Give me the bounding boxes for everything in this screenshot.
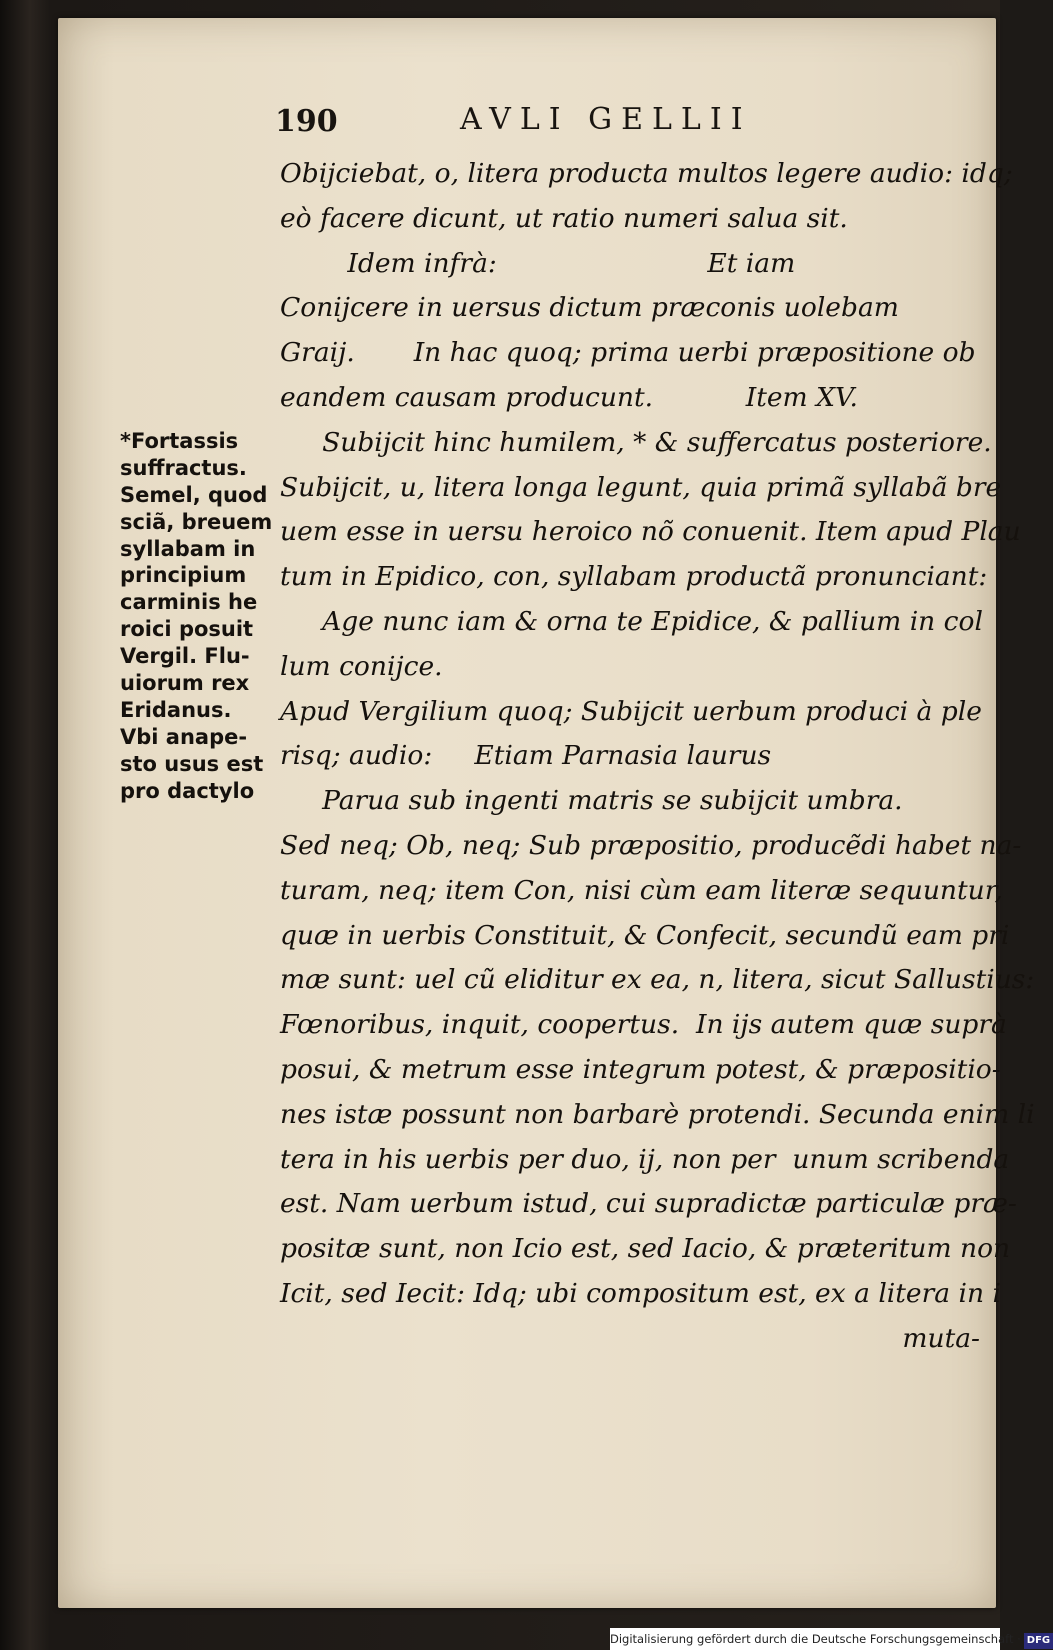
margin-note-line: sto usus est	[120, 751, 264, 776]
digitization-credit	[610, 1628, 1051, 1650]
text-line: tera in his uerbis per duo, ij, non per unum scribenda	[280, 1143, 1010, 1175]
text-line: mæ sunt: uel cũ eliditur ex ea, n, litera, sicut Sallustius:	[280, 964, 1035, 996]
margin-note-line: carminis he	[120, 590, 258, 615]
main-text-block	[280, 152, 1035, 1362]
text-line: risq; audio: Etiam Parnasia laurus	[280, 740, 772, 772]
text-line: Subijcit, u, litera longa legunt, quia primã syllabã bre	[280, 471, 1002, 503]
text-line: Icit, sed Iecit: Idq; ubi compositum est, ex a litera in i	[280, 1277, 1001, 1309]
text-line: Idem infrà: Et iam	[280, 247, 796, 279]
text-line: Sed neq; Ob, neq; Sub præpositio, producẽdi habet na-	[280, 829, 1022, 861]
credit-text: Digitalisierung gefördert durch die Deutsche Forschungsgemeinschaft ·	[610, 1632, 1021, 1646]
margin-note-line: sciã, breuem	[120, 509, 273, 534]
text-line: Subijcit hinc humilem, * & suffercatus posteriore.	[280, 426, 992, 458]
margin-note-line: Eridanus.	[120, 697, 232, 722]
text-line: Age nunc iam & orna te Epidice, & pallium in col	[280, 605, 983, 637]
running-head: AVLI GELLII	[460, 102, 752, 137]
text-line: posui, & metrum esse integrum potest, & præpositio-	[280, 1053, 1001, 1085]
margin-note	[120, 428, 280, 804]
text-line: Graij. In hac quoq; prima uerbi præpositione ob	[280, 337, 976, 369]
text-line: eò facere dicunt, ut ratio numeri salua sit.	[280, 202, 848, 234]
text-line: positæ sunt, non Icio est, sed Iacio, & præteritum non	[280, 1233, 1011, 1265]
margin-note-line: Semel, quod	[120, 482, 268, 507]
text-line: est. Nam uerbum istud, cui supradictæ particulæ præ-	[280, 1188, 1017, 1220]
text-line: Apud Vergilium quoq; Subijcit uerbum produci à ple	[280, 695, 982, 727]
margin-note-line: *Fortassis	[120, 429, 239, 453]
margin-note-line: syllabam in	[120, 536, 256, 561]
text-line: Obijciebat, o, litera producta multos legere audio: idq;	[280, 158, 1013, 189]
dfg-logo: DFG	[1024, 1633, 1053, 1649]
text-line: tum in Epidico, con, syllabam productã pronunciant:	[280, 561, 988, 593]
catchword: muta-	[902, 1322, 980, 1354]
text-line: lum conijce.	[280, 650, 443, 682]
margin-note-line: pro dactylo	[120, 778, 255, 803]
margin-note-line: Vbi anape-	[120, 724, 248, 749]
text-line: Conijcere in uersus dictum præconis uolebam	[280, 292, 899, 324]
margin-note-line: uiorum rex	[120, 671, 250, 696]
margin-note-line: Vergil. Flu-	[120, 644, 250, 669]
text-line: quæ in uerbis Constituit, & Confecit, secundũ eam pri	[280, 919, 1010, 951]
text-line: eandem causam producunt. Item XV.	[280, 381, 858, 413]
margin-note-line: suffractus.	[120, 455, 247, 480]
page-number: 190	[275, 104, 338, 139]
page-header	[275, 100, 835, 150]
margin-note-line: roici posuit	[120, 617, 254, 642]
text-line: uem esse in uersu heroico nõ conuenit. Item apud Plau	[280, 516, 1021, 548]
text-line: turam, neq; item Con, nisi cùm eam literæ sequuntur,	[280, 874, 1003, 906]
text-line: nes istæ possunt non barbarè protendi. Secunda enim li	[280, 1098, 1035, 1130]
margin-note-line: principium	[120, 563, 247, 588]
text-line: Parua sub ingenti matris se subijcit umbra.	[280, 785, 903, 817]
text-line: Fœnoribus, inquit, coopertus. In ijs autem quæ suprà	[280, 1009, 1007, 1041]
